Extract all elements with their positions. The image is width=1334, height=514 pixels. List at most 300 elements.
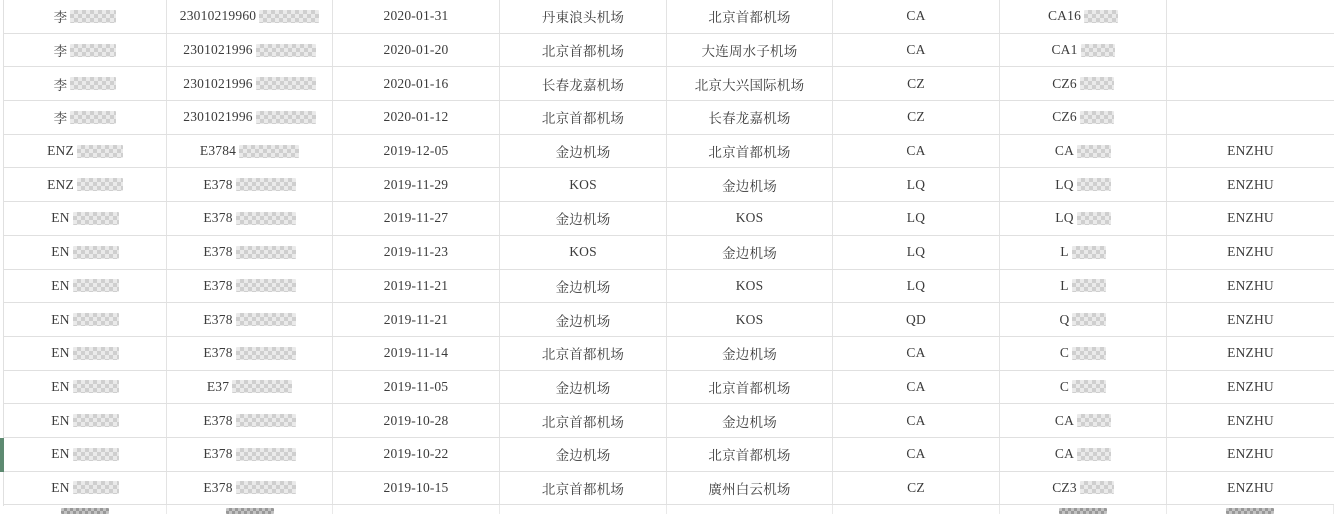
id-number-text: E378	[203, 176, 233, 192]
departure-airport-text: 北京首都机场	[541, 347, 625, 363]
passenger-name-text: EN	[51, 412, 70, 428]
redaction-blur	[256, 77, 316, 90]
flight-date-text: 2019-11-21	[383, 311, 449, 327]
row-selection-indicator	[0, 438, 4, 472]
cell-flight-number[interactable]	[1000, 34, 1167, 67]
cell-arrival-airport[interactable]	[667, 404, 833, 437]
table-row	[4, 0, 1334, 34]
cell-agent-code[interactable]	[1167, 438, 1334, 471]
flight-number-text: CZ3	[1052, 479, 1077, 495]
cell-passenger-name[interactable]	[4, 34, 167, 67]
redaction-blur	[236, 246, 296, 259]
cell-flight-number[interactable]	[1000, 101, 1167, 134]
flight-number-text: CA	[1054, 143, 1075, 159]
table-row	[4, 438, 1334, 472]
id-number-text: E378	[203, 479, 233, 495]
cell-airline-code[interactable]	[833, 404, 1000, 437]
cell-arrival-airport[interactable]	[667, 168, 833, 201]
cell-flight-date[interactable]	[333, 505, 500, 514]
cell-agent-code[interactable]	[1167, 236, 1334, 269]
arrival-airport-text: 北京大兴国际机场	[694, 77, 805, 93]
cell-passenger-name[interactable]	[4, 101, 167, 134]
redaction-blur	[77, 178, 123, 191]
arrival-airport-text: 金边机场	[722, 246, 777, 262]
flight-number-text: C	[1059, 378, 1070, 394]
redaction-blur	[73, 279, 119, 292]
cell-passenger-name[interactable]	[4, 202, 167, 235]
passenger-name-text: EN	[51, 311, 70, 327]
cell-flight-date[interactable]	[333, 337, 500, 370]
departure-airport-text: KOS	[569, 244, 597, 260]
redaction-blur	[1072, 279, 1106, 292]
redaction-blur	[236, 414, 296, 427]
redaction-blur	[1077, 448, 1111, 461]
departure-airport-text: KOS	[569, 176, 597, 192]
redaction-blur	[1084, 10, 1118, 23]
cell-flight-number[interactable]	[1000, 472, 1167, 505]
airline-code-text: CZ	[907, 479, 925, 495]
arrival-airport-text: 北京首都机场	[708, 380, 791, 396]
departure-airport-text: 金边机场	[555, 279, 611, 295]
arrival-airport-text: KOS	[735, 311, 764, 327]
cell-agent-code[interactable]	[1167, 270, 1334, 303]
redaction-blur	[1072, 347, 1106, 360]
flight-number-text: CZ6	[1052, 75, 1077, 91]
cell-flight-date[interactable]	[333, 101, 500, 134]
redaction-blur	[236, 178, 296, 191]
cell-flight-number[interactable]	[1000, 404, 1167, 437]
cell-departure-airport[interactable]	[500, 236, 667, 269]
departure-airport-text: 丹東浪头机场	[541, 10, 625, 26]
flight-number-text: CA1	[1051, 42, 1078, 58]
cell-id-number[interactable]	[167, 101, 333, 134]
agent-code-text: ENZHU	[1227, 412, 1274, 428]
cell-airline-code[interactable]	[833, 472, 1000, 505]
passenger-name-text: EN	[51, 277, 70, 293]
cell-agent-code[interactable]	[1167, 202, 1334, 235]
redaction-blur	[1077, 145, 1111, 158]
cell-arrival-airport[interactable]	[667, 236, 833, 269]
cell-departure-airport[interactable]	[500, 168, 667, 201]
passenger-name-text: EN	[51, 345, 70, 361]
table-row	[4, 202, 1334, 236]
redaction-blur	[1080, 77, 1114, 90]
flight-date-text: 2020-01-12	[383, 109, 449, 125]
cell-id-number[interactable]	[167, 472, 333, 505]
cell-flight-date[interactable]	[333, 404, 500, 437]
cell-passenger-name[interactable]	[4, 67, 167, 100]
flight-number-text: L	[1060, 277, 1069, 293]
cell-departure-airport[interactable]	[500, 135, 667, 168]
arrival-airport-text: 北京首都机场	[708, 10, 791, 26]
redaction-blur	[1080, 481, 1114, 494]
cell-airline-code[interactable]	[833, 202, 1000, 235]
cell-departure-airport[interactable]	[500, 505, 667, 514]
id-number-text: E378	[203, 277, 233, 293]
cell-id-number[interactable]	[167, 34, 333, 67]
cell-airline-code[interactable]	[833, 67, 1000, 100]
cell-agent-code[interactable]	[1167, 371, 1334, 404]
cell-airline-code[interactable]	[833, 101, 1000, 134]
cell-departure-airport[interactable]	[500, 101, 667, 134]
table-left-border	[3, 0, 4, 506]
cell-flight-number[interactable]	[1000, 337, 1167, 370]
cell-agent-code[interactable]	[1167, 135, 1334, 168]
flight-date-text: 2019-11-21	[383, 277, 449, 293]
cell-id-number[interactable]	[167, 236, 333, 269]
cell-id-number[interactable]	[167, 438, 333, 471]
flight-number-text: C	[1059, 345, 1070, 361]
cell-agent-code[interactable]	[1167, 34, 1334, 67]
cell-id-number[interactable]	[167, 67, 333, 100]
id-number-text: E378	[203, 446, 233, 462]
cell-flight-number[interactable]	[1000, 0, 1167, 33]
id-number-text: 23010219960	[179, 8, 257, 24]
cell-id-number[interactable]	[167, 270, 333, 303]
redaction-blur	[73, 347, 119, 360]
redaction-blur	[70, 44, 116, 57]
cell-airline-code[interactable]	[833, 270, 1000, 303]
cell-agent-code[interactable]	[1167, 0, 1334, 33]
arrival-airport-text: 金边机场	[722, 347, 777, 363]
cell-agent-code[interactable]	[1167, 404, 1334, 437]
redaction-blur	[236, 347, 296, 360]
cell-departure-airport[interactable]	[500, 34, 667, 67]
flight-date-text: 2019-11-27	[383, 210, 449, 226]
arrival-airport-text: 长春龙嘉机场	[708, 111, 791, 127]
cell-passenger-name[interactable]	[4, 371, 167, 404]
cell-airline-code[interactable]	[833, 371, 1000, 404]
departure-airport-text: 金边机场	[555, 145, 611, 161]
agent-code-text: ENZHU	[1227, 378, 1274, 394]
agent-code-text: ENZHU	[1227, 446, 1274, 462]
cell-agent-code[interactable]	[1167, 505, 1334, 514]
cell-flight-date[interactable]	[333, 270, 500, 303]
cell-passenger-name[interactable]	[4, 236, 167, 269]
cell-id-number[interactable]	[167, 135, 333, 168]
cell-agent-code[interactable]	[1167, 168, 1334, 201]
agent-code-text: ENZHU	[1227, 479, 1274, 495]
cell-flight-date[interactable]	[333, 236, 500, 269]
redaction-blur	[1072, 246, 1106, 259]
cell-airline-code[interactable]	[833, 303, 1000, 336]
cell-departure-airport[interactable]	[500, 371, 667, 404]
cell-id-number[interactable]	[167, 371, 333, 404]
flight-date-text: 2020-01-31	[383, 8, 449, 24]
table-row	[4, 67, 1334, 101]
cell-flight-date[interactable]	[333, 168, 500, 201]
cell-airline-code[interactable]	[833, 34, 1000, 67]
agent-code-text: ENZHU	[1227, 210, 1274, 226]
passenger-name-text: EN	[51, 244, 70, 260]
airline-code-text: LQ	[906, 176, 926, 192]
cell-departure-airport[interactable]	[500, 337, 667, 370]
cell-arrival-airport[interactable]	[667, 67, 833, 100]
table-row	[4, 337, 1334, 371]
agent-code-text: ENZHU	[1227, 311, 1274, 327]
redaction-blur	[70, 77, 116, 90]
passenger-name-text: EN	[51, 479, 70, 495]
redaction-blur	[73, 380, 119, 393]
cell-passenger-name[interactable]	[4, 0, 167, 33]
cell-departure-airport[interactable]	[500, 270, 667, 303]
flight-number-text: CA	[1054, 446, 1075, 462]
cell-arrival-airport[interactable]	[667, 101, 833, 134]
cell-departure-airport[interactable]	[500, 202, 667, 235]
redaction-blur	[236, 448, 296, 461]
id-number-text: E378	[203, 244, 233, 260]
table-row	[4, 404, 1334, 438]
cell-id-number[interactable]	[167, 337, 333, 370]
departure-airport-text: 金边机场	[555, 380, 611, 396]
table-row	[4, 168, 1334, 202]
passenger-name-text: 李	[53, 111, 68, 127]
flight-date-text: 2020-01-16	[383, 75, 449, 91]
redaction-blur	[73, 481, 119, 494]
cell-id-number[interactable]	[167, 303, 333, 336]
cell-flight-date[interactable]	[333, 67, 500, 100]
cell-departure-airport[interactable]	[500, 404, 667, 437]
redaction-blur	[73, 212, 119, 225]
cell-flight-number[interactable]	[1000, 168, 1167, 201]
cell-departure-airport[interactable]	[500, 303, 667, 336]
departure-airport-text: 北京首都机场	[541, 414, 625, 430]
airline-code-text: CA	[906, 412, 926, 428]
cell-flight-date[interactable]	[333, 472, 500, 505]
redaction-blur	[70, 10, 116, 23]
departure-airport-text: 金边机场	[555, 313, 611, 329]
redaction-blur	[226, 508, 274, 514]
redaction-blur	[236, 279, 296, 292]
cell-flight-number[interactable]	[1000, 303, 1167, 336]
cell-airline-code[interactable]	[833, 505, 1000, 514]
cell-agent-code[interactable]	[1167, 67, 1334, 100]
cell-airline-code[interactable]	[833, 168, 1000, 201]
passenger-name-text: 李	[53, 44, 68, 60]
cell-arrival-airport[interactable]	[667, 0, 833, 33]
agent-code-text: ENZHU	[1227, 244, 1274, 260]
arrival-airport-text: KOS	[735, 210, 764, 226]
cell-flight-number[interactable]	[1000, 371, 1167, 404]
cell-flight-number[interactable]	[1000, 67, 1167, 100]
departure-airport-text: 北京首都机场	[541, 481, 625, 497]
airline-code-text: QD	[906, 311, 926, 327]
cell-passenger-name[interactable]	[4, 168, 167, 201]
cell-passenger-name[interactable]	[4, 438, 167, 471]
redaction-blur	[1077, 414, 1111, 427]
arrival-airport-text: KOS	[735, 277, 764, 293]
cell-flight-date[interactable]	[333, 135, 500, 168]
flight-date-text: 2019-11-23	[383, 244, 449, 260]
redaction-blur	[236, 212, 296, 225]
cell-passenger-name[interactable]	[4, 472, 167, 505]
table-row-partial	[4, 505, 1334, 514]
cell-agent-code[interactable]	[1167, 101, 1334, 134]
cell-arrival-airport[interactable]	[667, 135, 833, 168]
departure-airport-text: 北京首都机场	[541, 44, 625, 60]
flight-number-text: CZ6	[1052, 109, 1077, 125]
cell-flight-number[interactable]	[1000, 270, 1167, 303]
arrival-airport-text: 北京首都机场	[708, 448, 791, 464]
agent-code-text: ENZHU	[1227, 277, 1274, 293]
redaction-blur	[232, 380, 292, 393]
redaction-blur	[73, 448, 119, 461]
table-row	[4, 34, 1334, 68]
flight-number-text: L	[1060, 244, 1069, 260]
airline-code-text: CA	[906, 42, 926, 58]
airline-code-text: CA	[906, 378, 926, 394]
cell-flight-number[interactable]	[1000, 505, 1167, 514]
flight-number-text: Q	[1059, 311, 1070, 327]
agent-code-text: ENZHU	[1227, 143, 1274, 159]
redaction-blur	[259, 10, 319, 23]
table-row	[4, 371, 1334, 405]
redaction-blur	[1080, 111, 1114, 124]
airline-code-text: CA	[906, 8, 926, 24]
cell-passenger-name[interactable]	[4, 505, 167, 514]
agent-code-text: ENZHU	[1227, 345, 1274, 361]
flight-date-text: 2019-12-05	[383, 143, 449, 159]
cell-arrival-airport[interactable]	[667, 472, 833, 505]
redaction-blur	[236, 481, 296, 494]
cell-airline-code[interactable]	[833, 438, 1000, 471]
cell-passenger-name[interactable]	[4, 337, 167, 370]
cell-id-number[interactable]	[167, 0, 333, 33]
cell-arrival-airport[interactable]	[667, 270, 833, 303]
cell-agent-code[interactable]	[1167, 303, 1334, 336]
cell-flight-number[interactable]	[1000, 135, 1167, 168]
id-number-text: E3784	[199, 143, 237, 159]
id-number-text: 2301021996	[183, 109, 253, 125]
cell-arrival-airport[interactable]	[667, 303, 833, 336]
id-number-text: E378	[203, 345, 233, 361]
cell-flight-date[interactable]	[333, 371, 500, 404]
flight-number-text: LQ	[1055, 210, 1074, 226]
cell-agent-code[interactable]	[1167, 472, 1334, 505]
airline-code-text: LQ	[906, 210, 926, 226]
cell-arrival-airport[interactable]	[667, 438, 833, 471]
cell-flight-date[interactable]	[333, 438, 500, 471]
id-number-text: E37	[206, 378, 230, 394]
airline-code-text: LQ	[906, 244, 926, 260]
table-body	[4, 0, 1334, 514]
cell-airline-code[interactable]	[833, 0, 1000, 33]
table-row	[4, 101, 1334, 135]
redaction-blur	[236, 313, 296, 326]
redaction-blur	[1072, 380, 1106, 393]
cell-flight-date[interactable]	[333, 0, 500, 33]
redaction-blur	[1072, 313, 1106, 326]
cell-id-number[interactable]	[167, 168, 333, 201]
passenger-name-text: ENZ	[47, 176, 74, 192]
airline-code-text: CZ	[907, 109, 925, 125]
cell-flight-date[interactable]	[333, 34, 500, 67]
redaction-blur	[256, 111, 316, 124]
departure-airport-text: 北京首都机场	[541, 111, 625, 127]
passenger-name-text: 李	[53, 10, 68, 26]
redaction-blur	[1077, 212, 1111, 225]
departure-airport-text: 金边机场	[555, 448, 611, 464]
cell-passenger-name[interactable]	[4, 404, 167, 437]
redaction-blur	[77, 145, 123, 158]
arrival-airport-text: 金边机场	[722, 178, 777, 194]
id-number-text: E378	[203, 311, 233, 327]
table-row	[4, 270, 1334, 304]
cell-arrival-airport[interactable]	[667, 34, 833, 67]
cell-id-number[interactable]	[167, 202, 333, 235]
redaction-blur	[1081, 44, 1115, 57]
passenger-name-text: EN	[51, 446, 70, 462]
airline-code-text: CZ	[907, 75, 925, 91]
departure-airport-text: 长春龙嘉机场	[541, 77, 625, 93]
cell-arrival-airport[interactable]	[667, 371, 833, 404]
flight-date-text: 2019-11-29	[383, 176, 449, 192]
cell-departure-airport[interactable]	[500, 438, 667, 471]
airline-code-text: CA	[906, 143, 926, 159]
cell-flight-date[interactable]	[333, 202, 500, 235]
id-number-text: E378	[203, 412, 233, 428]
id-number-text: 2301021996	[183, 75, 253, 91]
cell-flight-number[interactable]	[1000, 236, 1167, 269]
airline-code-text: LQ	[906, 277, 926, 293]
cell-flight-number[interactable]	[1000, 202, 1167, 235]
flight-date-text: 2019-10-15	[383, 479, 449, 495]
redaction-blur	[70, 111, 116, 124]
cell-arrival-airport[interactable]	[667, 202, 833, 235]
cell-passenger-name[interactable]	[4, 270, 167, 303]
redaction-blur	[1059, 508, 1107, 514]
passenger-name-text: EN	[51, 378, 70, 394]
cell-departure-airport[interactable]	[500, 67, 667, 100]
flight-date-text: 2019-11-05	[383, 378, 449, 394]
flight-date-text: 2020-01-20	[383, 42, 449, 58]
redaction-blur	[1077, 178, 1111, 191]
cell-arrival-airport[interactable]	[667, 337, 833, 370]
cell-agent-code[interactable]	[1167, 337, 1334, 370]
cell-flight-date[interactable]	[333, 303, 500, 336]
passenger-name-text: ENZ	[47, 143, 74, 159]
airline-code-text: CA	[906, 345, 926, 361]
cell-arrival-airport[interactable]	[667, 505, 833, 514]
table-row	[4, 236, 1334, 270]
flight-date-text: 2019-10-28	[383, 412, 449, 428]
redaction-blur	[256, 44, 316, 57]
flight-number-text: CA	[1054, 412, 1075, 428]
cell-airline-code[interactable]	[833, 337, 1000, 370]
cell-departure-airport[interactable]	[500, 0, 667, 33]
redaction-blur	[73, 313, 119, 326]
arrival-airport-text: 北京首都机场	[708, 145, 791, 161]
cell-airline-code[interactable]	[833, 135, 1000, 168]
arrival-airport-text: 金边机场	[722, 414, 777, 430]
table-row	[4, 472, 1334, 506]
cell-passenger-name[interactable]	[4, 135, 167, 168]
cell-id-number[interactable]	[167, 505, 333, 514]
cell-flight-number[interactable]	[1000, 438, 1167, 471]
passenger-name-text: EN	[51, 210, 70, 226]
redaction-blur	[61, 508, 109, 514]
redaction-blur	[239, 145, 299, 158]
agent-code-text: ENZHU	[1227, 176, 1274, 192]
table-row	[4, 135, 1334, 169]
redaction-blur	[1226, 508, 1274, 514]
cell-airline-code[interactable]	[833, 236, 1000, 269]
cell-departure-airport[interactable]	[500, 472, 667, 505]
passenger-name-text: 李	[53, 77, 68, 93]
cell-passenger-name[interactable]	[4, 303, 167, 336]
cell-id-number[interactable]	[167, 404, 333, 437]
arrival-airport-text: 廣州白云机场	[708, 481, 791, 497]
